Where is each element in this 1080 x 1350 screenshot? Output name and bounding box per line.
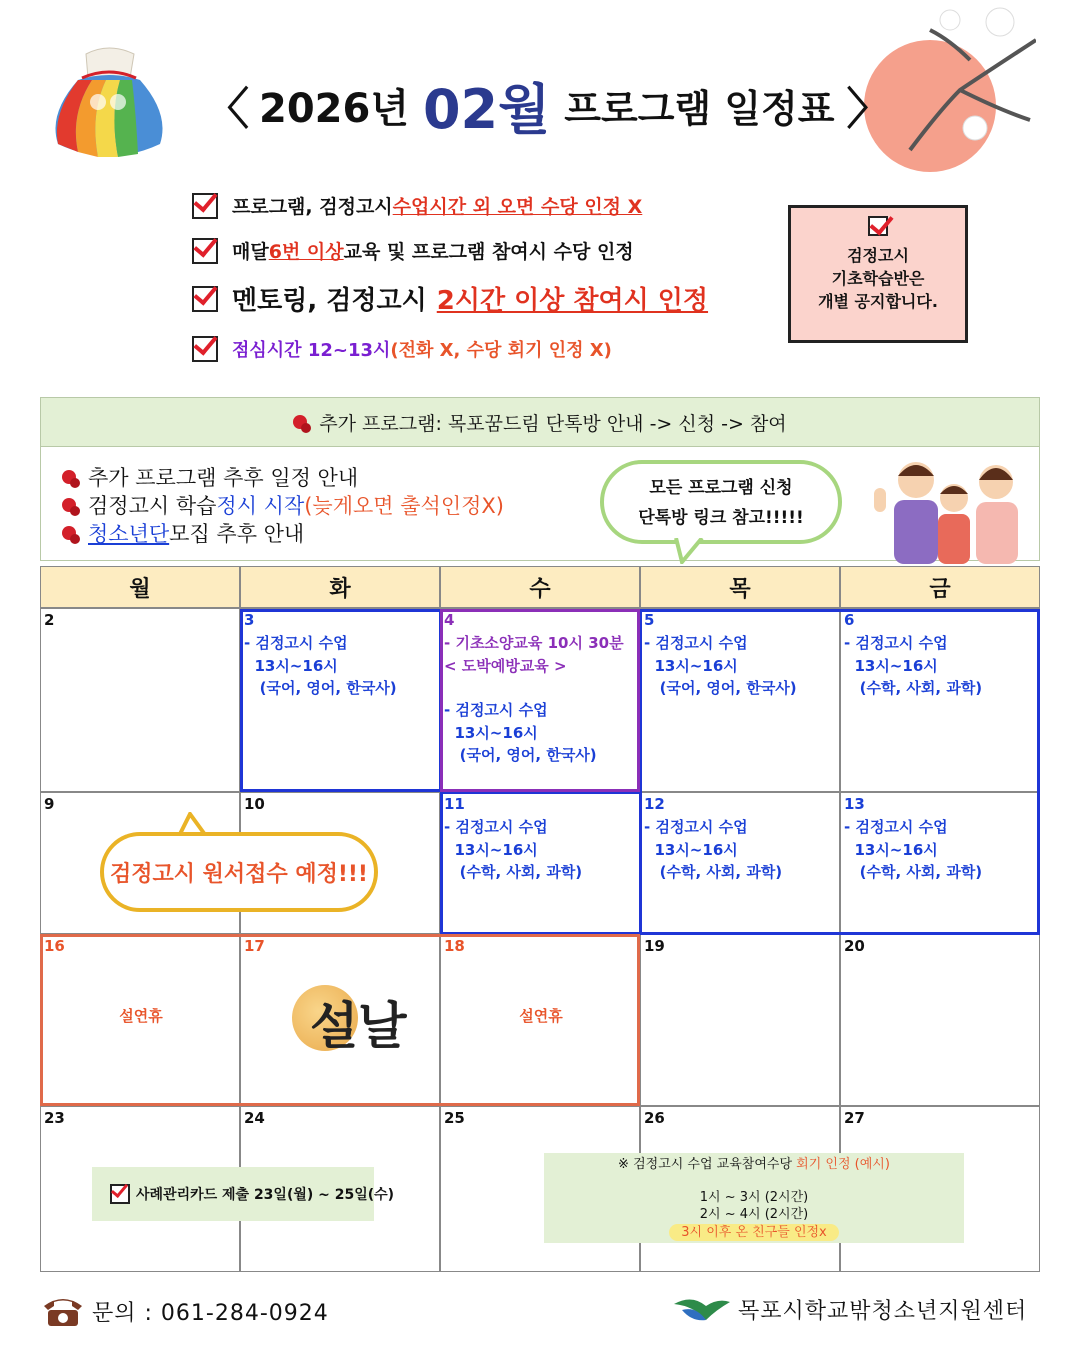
day-cell-20 <box>840 934 1040 1106</box>
allowance-title-highlight: 회기 인정 (예시) <box>796 1157 890 1172</box>
day-number: 25 <box>444 1109 465 1127</box>
banner-bullet-3-suffix: 모집 추후 안내 <box>169 522 305 546</box>
event-text: - 검정고시 수업 13시~16시 (수학, 사회, 과학) <box>444 818 583 881</box>
event-text: - 검정고시 수업 13시~16시 (국어, 영어, 한국사) <box>444 701 597 764</box>
banner-bullet-1-text: 추가 프로그램 추후 일정 안내 <box>88 466 359 490</box>
day-number: 5 <box>644 611 655 629</box>
day-cell-2 <box>40 608 240 792</box>
day-number: 9 <box>44 795 55 813</box>
contact-phone: 문의 : 061-284-0924 <box>92 1301 329 1326</box>
chevron-right-icon: 〉 <box>846 84 891 135</box>
title-rest: 프로그램 일정표 <box>564 86 835 131</box>
day-number: 26 <box>644 1109 665 1127</box>
checkbox-icon <box>192 238 218 264</box>
youth-group-link[interactable]: 청소년단 <box>88 522 170 546</box>
pouch-icon <box>48 44 170 160</box>
event-text: - 검정고시 수업 13시~16시 (수학, 사회, 과학) <box>844 634 983 697</box>
day-number: 2 <box>44 611 55 629</box>
allowance-line-3: 3시 이후 온 친구들 인정x <box>669 1224 839 1241</box>
day-cell-19 <box>640 934 840 1106</box>
case-card-note <box>92 1167 395 1221</box>
day-cell-16 <box>40 934 240 1106</box>
day-number: 17 <box>244 937 265 955</box>
bubble-line-1: 모든 프로그램 신청 <box>649 478 793 498</box>
day-number: 20 <box>844 937 865 955</box>
kakao-link-bubble <box>600 460 842 544</box>
day-number: 27 <box>844 1109 865 1127</box>
day-cell-12 <box>640 792 840 934</box>
rule-4-note: (전화 X, 수당 회기 인정 X) <box>390 340 612 361</box>
holiday-label: 설연휴 <box>119 1007 163 1025</box>
day-number: 3 <box>244 611 255 629</box>
day-cell-5 <box>640 608 840 792</box>
weekday-wed: 수 <box>440 566 640 608</box>
day-number: 13 <box>844 795 865 813</box>
checkbox-icon <box>192 286 218 312</box>
day-cell-13 <box>840 792 1040 934</box>
day-number: 12 <box>644 795 665 813</box>
day-cell-11 <box>440 792 640 934</box>
day-number: 18 <box>444 937 465 955</box>
bubble-tail <box>672 538 712 564</box>
event-text: - 검정고시 수업 13시~16시 (국어, 영어, 한국사) <box>244 634 397 697</box>
day-number: 19 <box>644 937 665 955</box>
rule-2-suffix: 교육 및 프로그램 참여시 수당 인정 <box>343 241 634 263</box>
day-cell-18 <box>440 934 640 1106</box>
exam-registration-bubble: 검정고시 원서접수 예정!!! <box>100 832 378 912</box>
seollal-calligraphy: 설날 <box>310 996 407 1055</box>
banner-title: 추가 프로그램: 목포꿈드림 단톡방 안내 -> 신청 -> 참여 <box>319 412 787 435</box>
title-month: 02월 <box>422 77 551 141</box>
notice-box <box>788 205 968 343</box>
day-number: 10 <box>244 795 265 813</box>
day-cell-4 <box>440 608 640 792</box>
day-number: 6 <box>844 611 855 629</box>
children-illustration-icon <box>866 458 1038 564</box>
pushpin-icon <box>62 470 76 484</box>
banner-bullet-2-prefix: 검정고시 학습 <box>88 494 217 518</box>
day-number: 23 <box>44 1109 65 1127</box>
phone-icon <box>42 1294 84 1328</box>
pushpin-icon <box>62 526 76 540</box>
pushpin-icon <box>62 498 76 512</box>
allowance-example-box <box>544 1153 964 1243</box>
day-number: 4 <box>444 611 455 629</box>
checkbox-icon <box>192 193 218 219</box>
weekday-fri: 금 <box>840 566 1040 608</box>
rule-3 <box>192 280 708 317</box>
notice-line-1: 검정고시 <box>847 246 909 265</box>
title-year: 2026년 <box>259 85 409 132</box>
weekday-mon: 월 <box>40 566 240 608</box>
checkbox-icon <box>192 336 218 362</box>
rule-1-highlight: 수업시간 외 오면 수당 인정 X <box>392 196 643 218</box>
checkbox-icon <box>868 216 888 236</box>
organization-name: 목포시학교밖청소년지원센터 <box>738 1299 1028 1324</box>
allowance-line-2: 2시 ~ 4시 (2시간) <box>699 1207 809 1222</box>
allowance-line-1: 1시 ~ 3시 (2시간) <box>699 1190 809 1205</box>
banner-title-bar <box>40 397 1040 447</box>
banner-bullet-3 <box>62 518 304 548</box>
rule-4-time: 점심시간 12~13시 <box>232 340 391 361</box>
page-title <box>205 70 891 141</box>
allowance-title: ※ 검정고시 수업 교육참여수당 <box>618 1157 797 1172</box>
event-text: - 검정고시 수업 13시~16시 (수학, 사회, 과학) <box>844 818 983 881</box>
banner-bullet-2 <box>62 490 504 520</box>
weekday-thu: 목 <box>640 566 840 608</box>
day-number: 16 <box>44 937 65 955</box>
banner-bullet-1 <box>62 462 358 492</box>
rule-1-prefix: 프로그램, 검정고시 <box>232 196 393 218</box>
day-cell-6 <box>840 608 1040 792</box>
event-text: - 검정고시 수업 13시~16시 (수학, 사회, 과학) <box>644 818 783 881</box>
event-text-education: - 기초소양교육 10시 30분 < 도박예방교육 > <box>444 634 624 675</box>
rule-2-prefix: 매달 <box>232 241 269 263</box>
bubble-line-2: 단톡방 링크 참고!!!!! <box>638 508 804 528</box>
day-number: 11 <box>444 795 465 813</box>
pushpin-icon <box>293 415 307 429</box>
org-logo-icon <box>672 1292 732 1326</box>
day-number: 24 <box>244 1109 265 1127</box>
holiday-label: 설연휴 <box>519 1007 563 1025</box>
rule-4 <box>192 336 612 362</box>
day-cell-3 <box>240 608 440 792</box>
event-text: - 검정고시 수업 13시~16시 (국어, 영어, 한국사) <box>644 634 797 697</box>
rule-2 <box>192 237 634 264</box>
rule-3-highlight: 2시간 이상 참여시 인정 <box>436 286 709 316</box>
rule-2-highlight: 6번 이상 <box>268 241 344 263</box>
checkbox-icon <box>110 1184 130 1204</box>
rule-3-prefix: 멘토링, 검정고시 <box>232 286 427 316</box>
notice-line-3: 개별 공지합니다. <box>818 292 938 311</box>
weekday-tue: 화 <box>240 566 440 608</box>
chevron-left-icon: 〈 <box>205 84 249 135</box>
banner-bullet-2-blue: 정시 시작 <box>216 494 305 518</box>
notice-line-2: 기초학습반은 <box>831 269 925 288</box>
case-card-note-text: 사례관리카드 제출 23일(월) ~ 25일(수) <box>136 1187 395 1203</box>
banner-bullet-2-orange: (늦게오면 출석인정X) <box>304 494 504 518</box>
rule-1 <box>192 192 642 219</box>
